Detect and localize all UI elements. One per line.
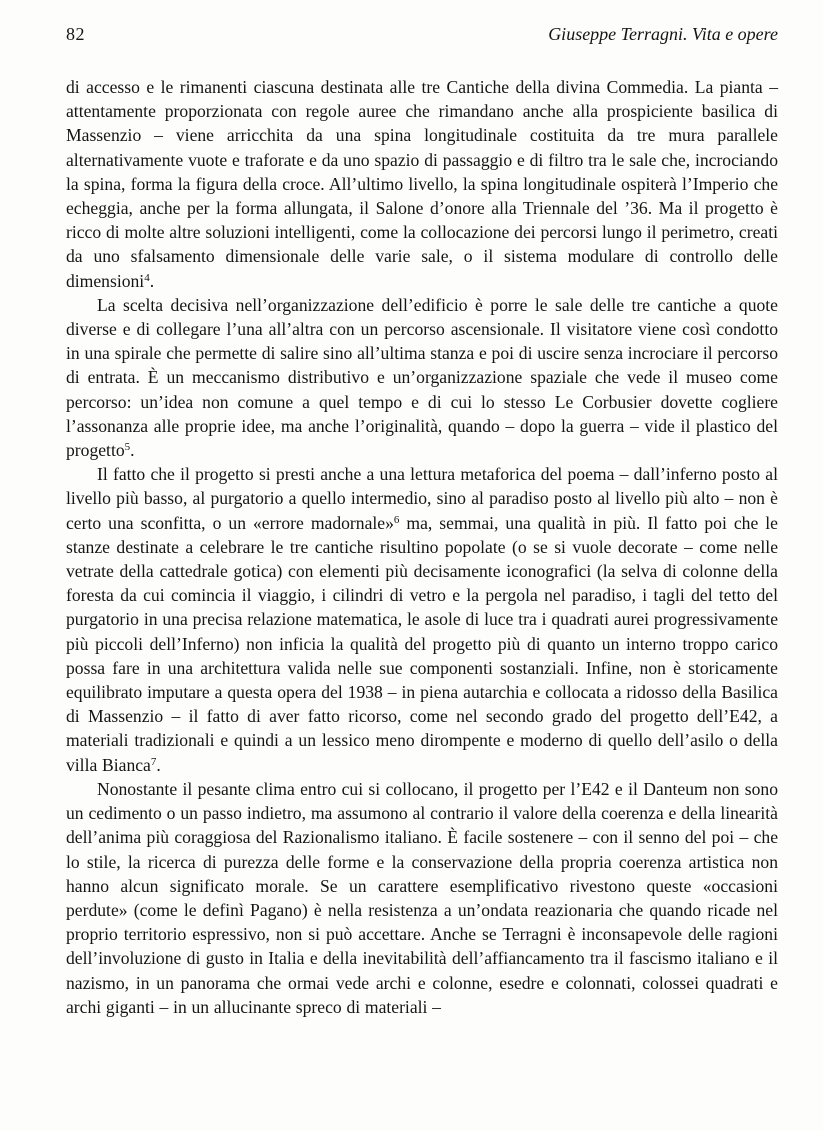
- footnote-ref: 5: [124, 441, 131, 454]
- footnote-ref: 7: [150, 755, 157, 768]
- body-text: [66, 75, 778, 1019]
- page-header: [66, 22, 778, 46]
- paragraph: Il fatto che il progetto si presti anche a una lettura metaforica del poema – dall’inferno posto al livello più basso, al purgatorio a quello intermedio, sino al paradiso posto al livello più alto – non è certo una sconfitta, o un «errore madornale»$^6$ ma, semmai, una qualità in più. Il fatto poi che le stanze destinate a celebrare le tre cantiche risultino popolate (o se si vuole decorate – come nelle vetrate della cattedrale gotica) con elementi più decisamente iconografici (la selva di colonne della foresta da cui comincia il viaggio, i cilindri di vetro e la pergola nel paradiso, i tagli del tetto del purgatorio in una precisa relazione matematica, le asole di luce tra i quadrati aurei progressivamente più piccoli dell’Inferno) non inficia la qualità del progetto più di quanto un interno troppo carico possa fare in una architettura valida nelle sue componenti sostanziali. Infine, non è storicamente equilibrato imputare a questa opera del 1938 – in piena autarchia e collocata a ridosso della Basilica di Massenzio – il fatto di aver fatto ricorso, come nel secondo grado del progetto dell’E42, a materiali tradizionali e quindi a un lessico meno dirompente e moderno di quello dell’asilo o della villa Bianca$^7$.: [66, 464, 778, 775]
- paragraph: La scelta decisiva nell’organizzazione dell’edificio è porre le sale delle tre cantiche a quote diverse e di collegare l’una all’altra con un percorso ascensionale. Il visitatore viene così condotto in una spirale che permette di salire sino all’ultima stanza e poi di uscire senza incrociare il percorso di entrata. È un meccanismo distributivo e un’organizzazione spaziale che vede il museo come percorso: un’idea non comune a quel tempo e di cui lo stesso Le Corbusier dovette cogliere l’assonanza alle proprie idee, ma anche l’originalità, quando – dopo la guerra – vide il plastico del progetto$^5$.: [66, 294, 778, 461]
- running-title: Giuseppe Terragni. Vita e opere: [548, 24, 778, 44]
- paragraph: di accesso e le rimanenti ciascuna destinata alle tre Cantiche della divina Commedia. La pianta – attentamente proporzionata con regole auree che rimandano anche alla prospiciente basilica di Massenzio – viene arricchita da una spina longitudinale costituita da tre mura parallele alternativamente vuote e traforate e da uno spazio di passaggio e di filtro tra le sale che, incrociando la spina, forma la figura della croce. All’ultimo livello, la spina longitudinale ospiterà l’Imperio che echeggia, anche per la forma allungata, il Salone d’onore alla Triennale del ’36. Ma il progetto è ricco di molte altre soluzioni intelligenti, come la collocazione dei percorsi lungo il perimetro, creati da uno sfalsamento dimensionale delle varie sale, o il sistema modulare di controllo delle dimensioni$^4$.: [66, 77, 778, 291]
- footnote-ref: 6: [393, 513, 400, 526]
- page-number: 82: [66, 24, 85, 44]
- footnote-ref: 4: [144, 271, 150, 284]
- paragraph: Nonostante il pesante clima entro cui si collocano, il progetto per l’E42 e il Danteum non sono un cedimento o un passo indietro, ma assumono al contrario il valore della coerenza e della linearità dell’anima più coraggiosa del Razionalismo italiano. È facile sostenere – con il senno del poi – che lo stile, la ricerca di purezza delle forme e la conservazione della propria coerenza artistica non hanno alcun significato morale. Se un carattere esemplificativo rivestono queste «occasioni perdute» (come le definì Pagano) è nella resistenza a un’ondata reazionaria che quando ricade nel proprio territorio espressivo, non si può accettare. Anche se Terragni è inconsapevole delle ragioni dell’involuzione di gusto in Italia e della inevitabilità dell’affiancamento tra il fascismo italiano e il nazismo, in un panorama che ormai vede archi e colonne, esedre e colonnati, colossei quadrati e archi giganti – in un allucinante spreco di materiali –: [66, 778, 778, 1017]
